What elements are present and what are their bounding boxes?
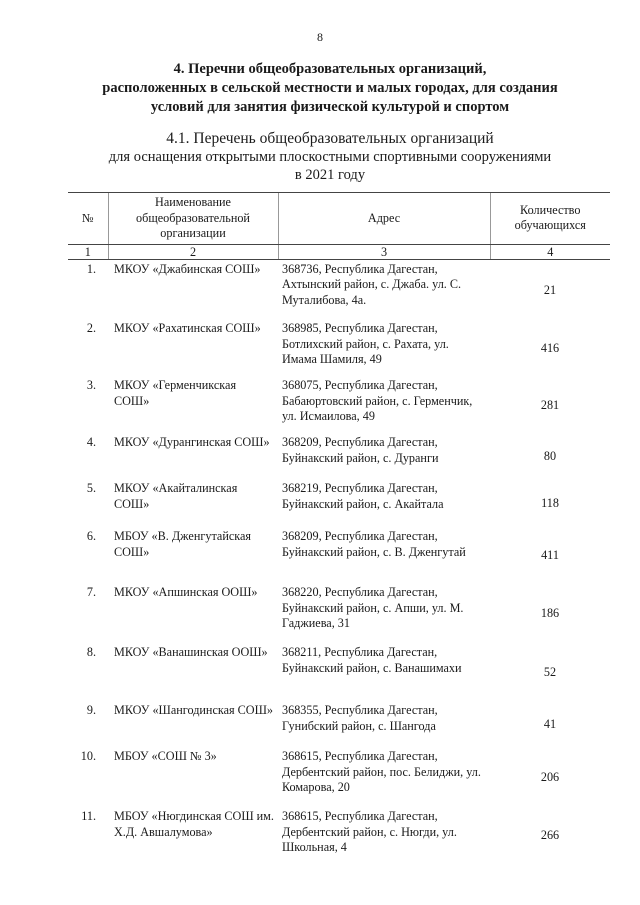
header-num: № <box>68 193 108 245</box>
row-number: 8. <box>86 645 96 659</box>
organization-name: МБОУ «В. Дженгутайская СОШ» <box>114 529 252 559</box>
row-number: 10. <box>80 749 96 763</box>
header-address: Адрес <box>278 193 490 245</box>
organization-address: 368615, Республика Дагестан, Дербентский район, с. Нюгди, ул. Школьная, 4 <box>282 809 457 854</box>
header-count: Количество обучающихся <box>490 193 610 245</box>
organization-name: МБОУ «СОШ № 3» <box>114 749 217 763</box>
subheading-line-1: 4.1. Перечень общеобразовательных организаций <box>166 130 494 147</box>
row-number: 9. <box>86 703 96 717</box>
table-row <box>68 747 610 807</box>
student-count: 411 <box>541 548 559 563</box>
row-number: 5. <box>86 481 96 495</box>
heading-line-3: условий для занятия физической культурой и спортом <box>150 99 510 115</box>
table-row <box>68 701 610 747</box>
organization-name: МКОУ «Акайталинская СОШ» <box>114 481 238 511</box>
table-row <box>68 807 610 863</box>
heading-line-2: расположенных в сельской местности и малых городах, для создания <box>102 80 558 96</box>
row-number: 4. <box>86 435 96 449</box>
organization-address: 368220, Республика Дагестан, Буйнакский район, с. Апши, ул. М. Гаджиева, 31 <box>282 585 464 630</box>
organizations-table <box>68 192 610 863</box>
page-number: 8 <box>317 30 323 44</box>
table-row <box>68 643 610 701</box>
student-count: 416 <box>540 340 560 355</box>
subheading-line-3: в 2021 году <box>294 167 366 183</box>
row-number: 1. <box>86 261 96 276</box>
organization-address: 368209, Республика Дагестан, Буйнакский район, с. Дуранги <box>282 435 439 465</box>
student-count: 266 <box>540 828 560 843</box>
column-number: 4 <box>490 244 610 259</box>
organization-address: 368355, Республика Дагестан, Гунибский район, с. Шангода <box>282 703 438 733</box>
table-row <box>68 583 610 643</box>
student-count: 80 <box>543 449 557 464</box>
row-number: 6. <box>86 529 96 543</box>
student-count: 118 <box>541 496 559 511</box>
student-count: 206 <box>540 770 560 785</box>
student-count: 186 <box>540 606 560 621</box>
organization-name: МКОУ «Герменчикская СОШ» <box>114 378 237 408</box>
organization-name: МКОУ «Дурангинская СОШ» <box>114 435 270 449</box>
row-number: 7. <box>86 585 96 599</box>
organization-name: МКОУ «Апшинская ООШ» <box>114 585 258 599</box>
student-count: 41 <box>543 717 557 732</box>
section-heading <box>60 60 600 117</box>
column-number: 2 <box>108 244 278 259</box>
table-row <box>68 527 610 583</box>
table-row <box>68 259 610 319</box>
organization-address: 368075, Республика Дагестан, Бабаюртовский район, с. Герменчик, ул. Исмаилова, 49 <box>282 378 473 423</box>
row-number: 3. <box>86 378 96 392</box>
subsection-heading <box>60 130 600 184</box>
student-count: 21 <box>543 282 557 297</box>
organization-address: 368209, Республика Дагестан, Буйнакский район, с. В. Дженгутай <box>282 529 466 559</box>
student-count: 52 <box>543 665 557 680</box>
student-count: 281 <box>540 397 560 412</box>
organization-address: 368736, Республика Дагестан, Ахтынский район, с. Джаба. ул. С. Муталибова, 4а. <box>282 261 462 307</box>
organization-address: 368211, Республика Дагестан, Буйнакский район, с. Ванашимахи <box>282 645 462 675</box>
organization-address: 368219, Республика Дагестан, Буйнакский район, с. Акайтала <box>282 481 444 511</box>
organization-address: 368615, Республика Дагестан, Дербентский район, пос. Белиджи, ул. Комарова, 20 <box>282 749 481 794</box>
organization-name: МБОУ «Нюгдинская СОШ им. Х.Д. Авшалумова» <box>114 809 274 839</box>
table-row <box>68 319 610 376</box>
table-row <box>68 433 610 479</box>
column-number-row <box>68 244 610 259</box>
table-header-row <box>68 193 610 245</box>
organization-address: 368985, Республика Дагестан, Ботлихский район, с. Рахата, ул. Имама Шамиля, 49 <box>282 321 449 366</box>
organization-name: МКОУ «Ванашинская ООШ» <box>114 645 268 659</box>
organization-name: МКОУ «Шангодинская СОШ» <box>114 703 273 717</box>
organization-name: МКОУ «Рахатинская СОШ» <box>114 321 261 335</box>
row-number: 2. <box>86 321 96 335</box>
table-row <box>68 479 610 527</box>
subheading-line-2: для оснащения открытыми плоскостными спортивными сооружениями <box>108 149 552 165</box>
table-row <box>68 376 610 433</box>
column-number: 1 <box>68 244 108 259</box>
row-number: 11. <box>81 809 96 823</box>
organization-name: МКОУ «Джабинская СОШ» <box>114 261 261 276</box>
column-number: 3 <box>278 244 490 259</box>
header-name: Наименование общеобразовательной организации <box>108 193 278 245</box>
heading-line-1: 4. Перечни общеобразовательных организаций, <box>173 61 487 77</box>
